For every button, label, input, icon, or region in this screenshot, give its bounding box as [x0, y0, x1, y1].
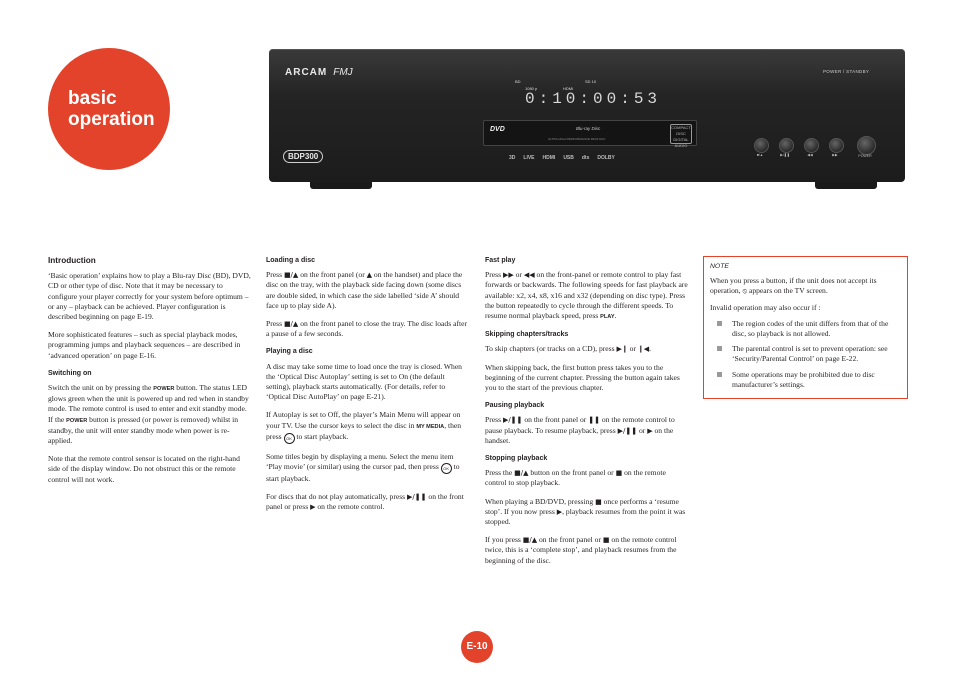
play-pause-icon: ▶/❚❚	[502, 416, 523, 425]
text: The region codes of the unit differs from that of the disc, so playback is not allowed.	[732, 318, 889, 339]
text: Press	[485, 415, 503, 425]
section-title: basic operation	[68, 88, 155, 130]
text: on the front panel or press	[266, 492, 464, 512]
power-keyword: POWER	[66, 417, 88, 424]
play-icon: ▶	[556, 507, 563, 516]
power-keyword: POWER	[153, 386, 175, 393]
play-icon: ▶	[647, 426, 653, 435]
text: on the front panel (or	[298, 270, 367, 280]
model-badge: BDP300	[283, 150, 323, 163]
display-bd: BD	[515, 79, 521, 84]
text: on the remote control twice, this is a ‘complete stop’, and playback resumes from the beginning of the disc.	[485, 535, 677, 565]
format-logo-live: LIVE	[523, 155, 535, 161]
text: Some operations may be prohibited due to disc manufacturer’s settings.	[732, 369, 875, 389]
text: If you press	[485, 535, 523, 545]
text: To skip chapters (or tracks on a CD), press	[485, 344, 617, 354]
stop-eject-icon: ■/▲	[514, 469, 529, 478]
note-list-item	[710, 344, 902, 364]
text: button. The status LED glows green when the unit is powered up and red when in standby mode. The remote control is used to enter and exit standby mode. If the	[48, 383, 249, 424]
playing-paragraph-3	[266, 452, 470, 484]
heading-stopping: Stopping playback	[485, 455, 548, 463]
text: on the front panel or	[537, 535, 603, 545]
text: on the remote control.	[315, 502, 385, 512]
pausing-paragraph	[485, 415, 689, 446]
note-box	[703, 256, 908, 399]
text: on the handset.	[485, 425, 674, 445]
intro-paragraph-2: More sophisticated features – such as special playback modes, programming jumps and playback sequences – are described in ‘advanced operation’ on page E-16.	[48, 330, 241, 360]
display-time: 0:10:00:53	[525, 90, 662, 108]
play-keyword: PLAY	[600, 314, 615, 321]
note-list	[710, 319, 902, 390]
text: to start playback.	[294, 431, 349, 441]
display-sd10: SD 10	[585, 79, 597, 84]
playing-paragraph-1: A disc may take some time to load once the tray is closed. When the ‘Optical Disc Autoplay’ setting is set to On (the default setting), playback starts automatically. (For details, refer to ‘Optical Disc AutoPlay’ on page E-21).	[266, 361, 462, 402]
format-logo-dolby: DOLBY	[597, 155, 615, 161]
display-1080p: 1080 p	[525, 86, 538, 91]
format-logo-hdmi: HDMI	[542, 155, 556, 161]
my-media-keyword: MY MEDIA	[416, 423, 445, 430]
cd-logo: COMPACT DISC DIGITAL AUDIO	[671, 125, 691, 148]
playing-paragraph-2	[266, 410, 470, 443]
power-standby-label: POWER / STANDBY	[823, 69, 870, 74]
square-bullet-icon	[717, 372, 722, 377]
player-foot-right	[815, 181, 877, 189]
text: If Autoplay is set to Off, the player’s Main Menu will appear on your TV. Use the cursor keys to select the disc in	[266, 410, 461, 430]
text: on the remote control to stop playback.	[485, 468, 666, 488]
column-2	[266, 256, 470, 521]
rewind-icon: ◀◀	[523, 271, 535, 280]
brand-name: ARCAM	[285, 67, 328, 78]
heading-introduction: Introduction	[48, 256, 96, 265]
text: on the remote control to pause playback. To resume playback, press	[485, 415, 675, 435]
format-logo-usb: USB	[563, 155, 574, 161]
switching-paragraph-1	[48, 383, 253, 446]
front-display	[499, 75, 709, 113]
fast-forward-icon: ▶▶	[502, 271, 514, 280]
text: to start playback.	[266, 462, 460, 484]
panel-label-stop-eject: ■/▲	[756, 153, 764, 157]
intro-paragraph-1: ‘Basic operation’ explains how to play a Blu-ray Disc (BD), DVD, CD or other type of disc. Note that it may be necessary to configure your player correctly for your system before optimum – or any – playback can be achieved. Player configuration is described beginning on page E-19.	[48, 271, 251, 322]
text: or	[637, 425, 648, 435]
player-foot-left	[310, 181, 372, 189]
text: button is pressed (or power is removed) whilst in standby, the unit will enter standby mode when power is re-applied.	[48, 414, 239, 446]
loading-paragraph-2	[266, 319, 470, 339]
text: Switch the unit on by pressing the	[48, 383, 154, 393]
text: Press the	[485, 468, 515, 478]
text: Press	[485, 270, 503, 280]
panel-label-fast-forward: ▶▶	[832, 153, 838, 157]
stopping-paragraph-2	[485, 497, 689, 528]
note-paragraph-2: Invalid operation may also occur if :	[710, 302, 821, 312]
panel-button-fast-forward	[829, 138, 844, 153]
section-badge	[48, 48, 170, 170]
note-list-item	[710, 319, 902, 339]
heading-pausing: Pausing playback	[485, 402, 545, 410]
text: For discs that do not play automatically, press	[266, 492, 408, 502]
ok-button-icon: OK	[441, 463, 452, 474]
prohibited-icon: ⦸	[742, 287, 748, 296]
text: , then press	[266, 420, 462, 441]
play-icon: ▶	[310, 503, 316, 512]
play-pause-icon: ▶/❚❚	[407, 493, 427, 502]
skip-next-icon: ▶❙	[616, 345, 628, 354]
stop-eject-icon: ■/▲	[283, 271, 299, 280]
heading-loading-disc: Loading a disc	[266, 257, 316, 264]
note-list-item	[710, 370, 902, 390]
text: or	[627, 344, 638, 354]
text: on the front-panel or remote control to play fast forwards or backwards. The following speeds for fast playback are available: x2, x4, x8, x16 and x32 (depending on disc type). Press the button repeatedly to cycle through the different speeds. To resume normal playback speed, press	[485, 270, 688, 321]
text: once performs a ‘resume stop’. If you now press	[485, 496, 679, 516]
text: Press	[266, 270, 284, 280]
heading-switching-on: Switching on	[48, 369, 92, 377]
text: .	[614, 311, 617, 321]
text: Press	[266, 319, 284, 329]
ok-button-icon: OK	[284, 433, 295, 444]
panel-label-power: POWER	[858, 154, 872, 158]
pause-icon: ❚❚	[588, 416, 600, 425]
switching-paragraph-2: Note that the remote control sensor is located on the right-hand side of the display window. Do not obstruct this or the remote control will not work.	[48, 454, 240, 484]
text: or	[513, 270, 524, 280]
panel-button-power	[857, 136, 876, 155]
square-bullet-icon	[717, 346, 722, 351]
text: appears on the TV screen.	[747, 286, 828, 296]
square-bullet-icon	[717, 321, 722, 326]
text: on the handset) and place the disc on the tray, with the playback side facing down (some discs are double sided, in which case the side labelled ‘side A’ should face up to play side A).	[266, 270, 463, 310]
player-illustration	[269, 49, 905, 182]
stop-eject-icon: ■/▲	[283, 320, 299, 329]
display-hdmi: HDMI	[563, 86, 574, 91]
text: .	[649, 344, 652, 354]
stopping-paragraph-3	[485, 535, 689, 566]
panel-label-rewind: ◀◀	[807, 153, 813, 157]
text: Some titles begin by displaying a menu. Select the menu item ‘Play movie’ (or similar) using the cursor pad, then press	[266, 451, 454, 472]
stop-eject-icon: ■/▲	[522, 536, 538, 545]
format-logo-3d: 3D	[509, 155, 516, 161]
stop-icon: ■	[595, 497, 602, 506]
panel-label-play-pause: ▶/❚❚	[780, 153, 790, 157]
skip-previous-icon: ❙◀	[637, 345, 650, 354]
column-3	[485, 256, 689, 574]
format-logos	[509, 155, 615, 161]
panel-button-rewind	[804, 138, 819, 153]
panel-button-play-pause	[779, 138, 794, 153]
text: button on the front panel or	[528, 468, 616, 478]
text: on the front panel to close the tray. The disc loads after a pause of a few seconds.	[266, 319, 467, 339]
note-title: NOTE	[710, 263, 729, 270]
brand-sub: FMJ	[333, 67, 353, 78]
bluray-logo: Blu-ray Disc	[576, 126, 601, 131]
stopping-paragraph-1	[485, 468, 689, 488]
text: When playing a BD/DVD, pressing	[485, 496, 596, 506]
disc-tray	[483, 120, 697, 146]
heading-skipping: Skipping chapters/tracks	[485, 331, 569, 339]
text: , playback resumes from the point it was stopped.	[485, 506, 686, 527]
tray-caption: ULTRA HIGH PERFORMANCE 96/24 DAC	[548, 137, 606, 141]
playing-paragraph-4	[266, 492, 470, 512]
column-1	[48, 256, 253, 493]
player-brand	[285, 67, 353, 78]
play-pause-icon: ▶/❚❚	[617, 426, 638, 435]
stop-icon: ■	[615, 469, 623, 478]
heading-fast-play: Fast play	[485, 257, 516, 264]
dvd-logo: DVD	[490, 126, 505, 133]
eject-icon: ▲	[366, 271, 373, 280]
fast-play-paragraph	[485, 270, 689, 322]
note-paragraph-1	[710, 276, 902, 296]
text: When you press a button, if the unit does not accept its operation,	[710, 276, 877, 296]
skipping-paragraph-2: When skipping back, the first button press takes you to the beginning of the current chapter. Pressing the button again takes you to the start of the previous chapter.	[485, 362, 680, 393]
stop-icon: ■	[602, 536, 610, 545]
panel-button-stop-eject	[754, 138, 769, 153]
loading-paragraph-1	[266, 270, 470, 311]
page-number: E-10	[461, 631, 493, 663]
text: on the front panel or	[522, 415, 589, 425]
skipping-paragraph-1	[485, 344, 689, 354]
format-logo-dts: dts	[581, 155, 590, 161]
heading-playing-disc: Playing a disc	[266, 348, 313, 356]
text: The parental control is set to prevent operation: see ‘Security/Parental Control’ on page E-22.	[732, 344, 888, 364]
